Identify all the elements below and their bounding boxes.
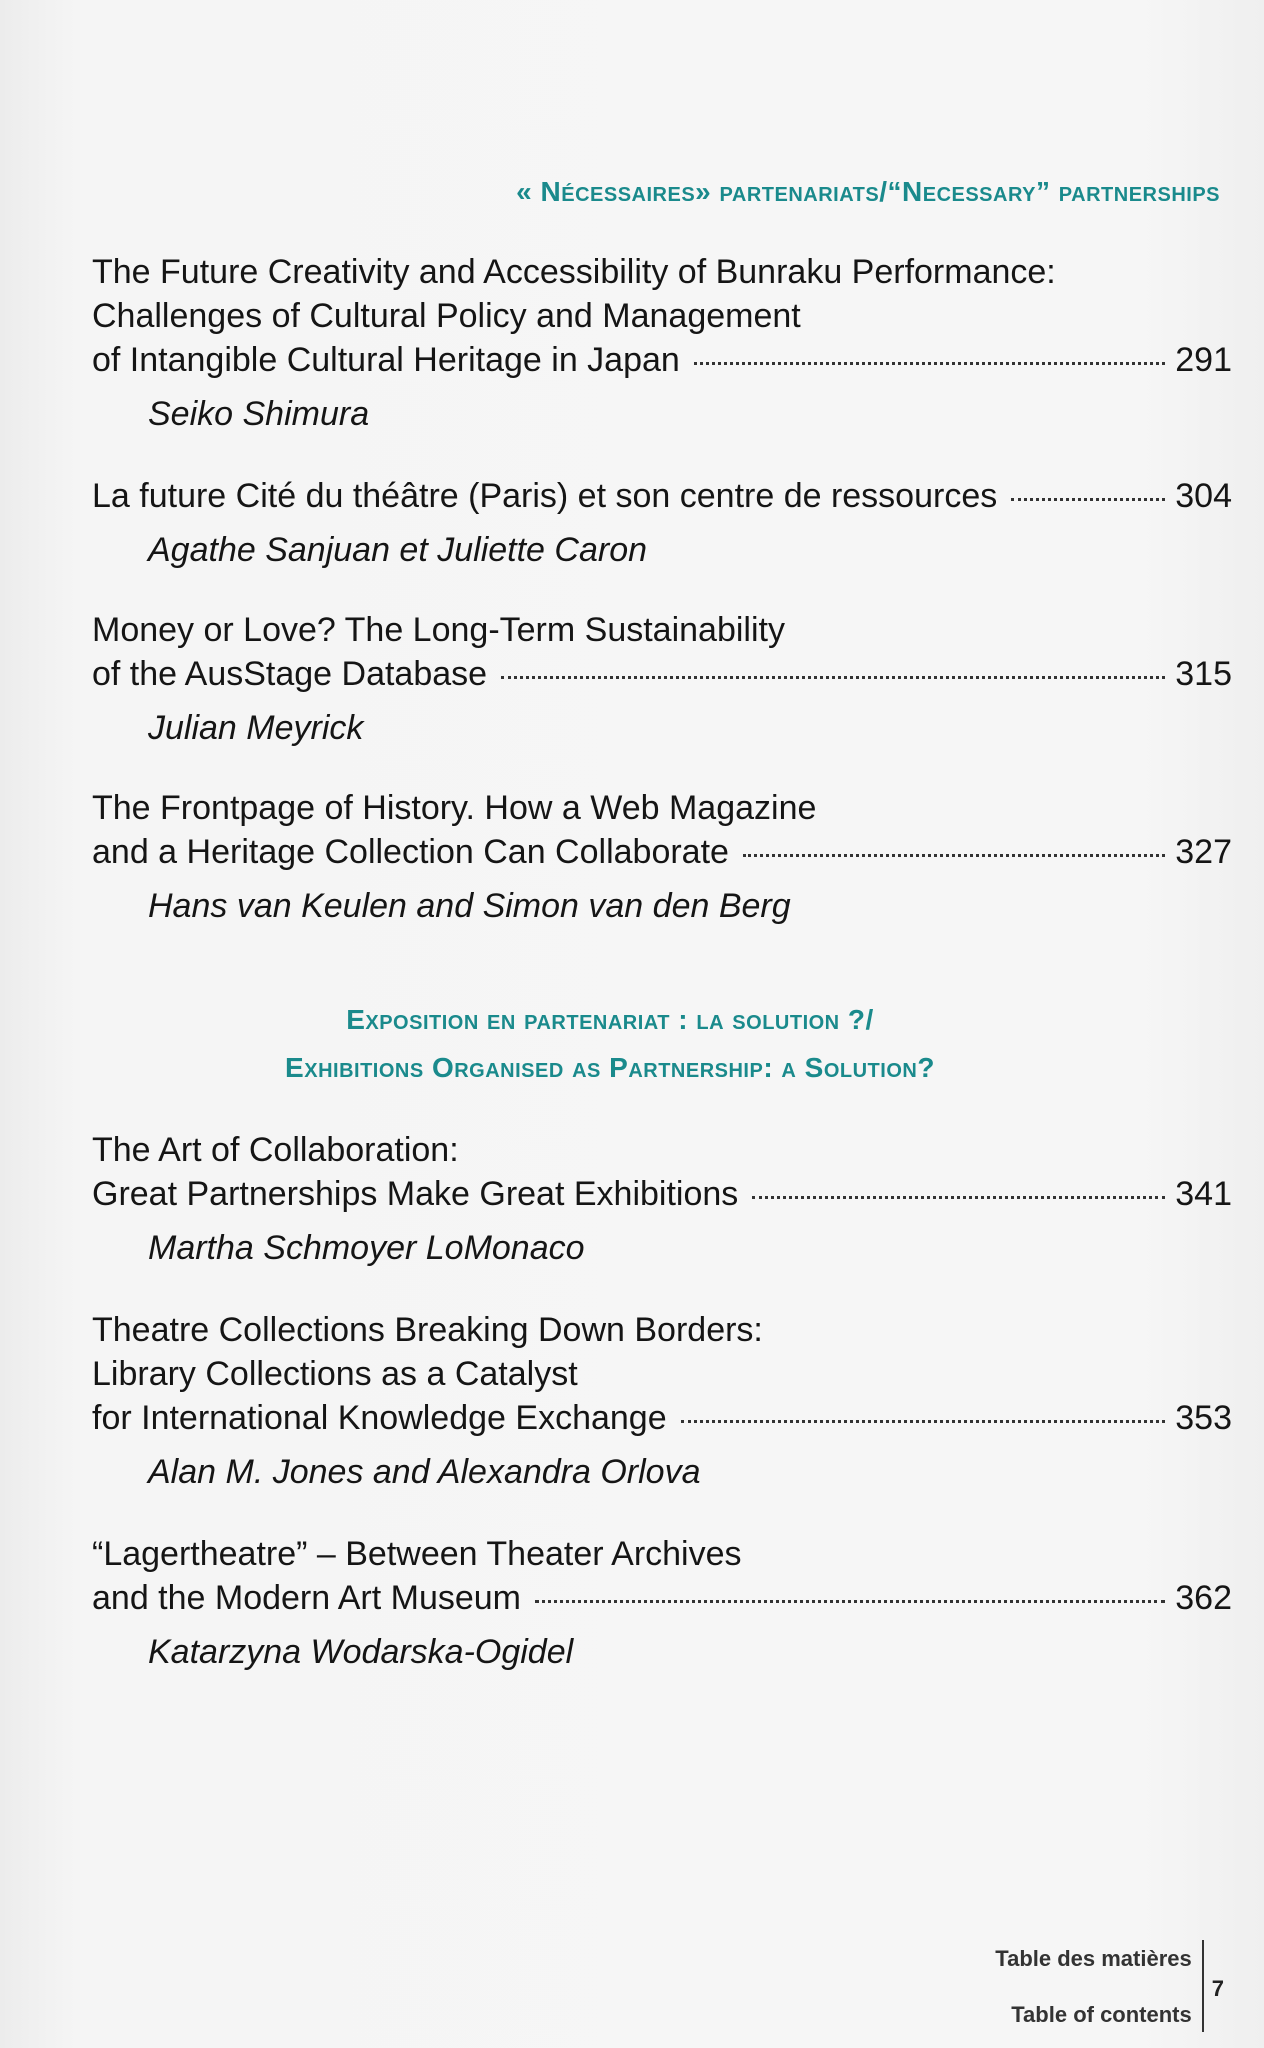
entry-title-line: of Intangible Cultural Heritage in Japan 291 [92, 338, 1232, 382]
section-heading [60, 996, 1160, 1092]
entry-title-line: La future Cité du théâtre (Paris) et son centre de ressources 304 [92, 474, 1232, 518]
entry-title-line: and the Modern Art Museum 362 [92, 1576, 1232, 1620]
page-footer [995, 1940, 1224, 2032]
entry-author: Martha Schmoyer LoMonaco [148, 1229, 585, 1267]
toc-entry [92, 1308, 1232, 1494]
dot-leader [1011, 498, 1165, 501]
dot-leader [743, 854, 1165, 857]
footer-label-en: Table of contents [1011, 2002, 1192, 2027]
section-heading-line: Exposition en partenariat : la solution ?/ [346, 1004, 874, 1035]
entry-title-line: Money or Love? The Long-Term Sustainability [92, 611, 785, 649]
dot-leader [501, 676, 1165, 679]
entry-title-line: The Frontpage of History. How a Web Magazine [92, 789, 817, 827]
section-heading: « Nécessaires» partenariats/“Necessary” partnerships [516, 176, 1220, 207]
toc-entry [92, 1532, 1232, 1674]
entry-title-line: Theatre Collections Breaking Down Borders: [92, 1311, 763, 1349]
page-number: 362 [1175, 1579, 1232, 1617]
entry-title-line: for International Knowledge Exchange 353 [92, 1396, 1232, 1440]
toc-entry [92, 474, 1232, 572]
entry-title-line: of the AusStage Database 315 [92, 652, 1232, 696]
entry-author: Hans van Keulen and Simon van den Berg [148, 887, 791, 925]
dot-leader [535, 1600, 1165, 1603]
entry-author: Julian Meyrick [148, 709, 364, 747]
section-heading-line: Exhibitions Organised as Partnership: a Solution? [285, 1052, 935, 1083]
entry-author: Agathe Sanjuan et Juliette Caron [148, 531, 648, 569]
entry-title-line: Challenges of Cultural Policy and Management [92, 297, 801, 335]
entry-author: Alan M. Jones and Alexandra Orlova [148, 1453, 701, 1491]
toc-entry [92, 608, 1232, 750]
footer-label-fr: Table des matières [995, 1946, 1192, 1971]
page-number: 291 [1175, 341, 1232, 379]
entry-title-line: “Lagertheatre” – Between Theater Archives [92, 1535, 742, 1573]
entry-title-line: The Art of Collaboration: [92, 1131, 459, 1169]
page-number: 304 [1175, 477, 1232, 515]
entry-author: Katarzyna Wodarska-Ogidel [148, 1633, 574, 1671]
footer-page-number: 7 [1211, 1976, 1224, 2001]
entry-title-line: The Future Creativity and Accessibility of Bunraku Performance: [92, 253, 1056, 291]
page-number: 341 [1175, 1175, 1232, 1213]
entry-title-line: Great Partnerships Make Great Exhibitions 341 [92, 1172, 1232, 1216]
toc-entry [92, 250, 1232, 436]
page-number: 315 [1175, 655, 1232, 693]
entry-title-line: Library Collections as a Catalyst [92, 1355, 578, 1393]
page-number: 327 [1175, 833, 1232, 871]
entry-title-line: and a Heritage Collection Can Collaborate 327 [92, 830, 1232, 874]
dot-leader [752, 1196, 1165, 1199]
dot-leader [694, 362, 1165, 365]
dot-leader [681, 1420, 1166, 1423]
entry-author: Seiko Shimura [148, 395, 370, 433]
page-number: 353 [1175, 1399, 1232, 1437]
toc-entry [92, 786, 1232, 928]
toc-entry [92, 1128, 1232, 1270]
footer-labels [995, 1940, 1201, 2032]
